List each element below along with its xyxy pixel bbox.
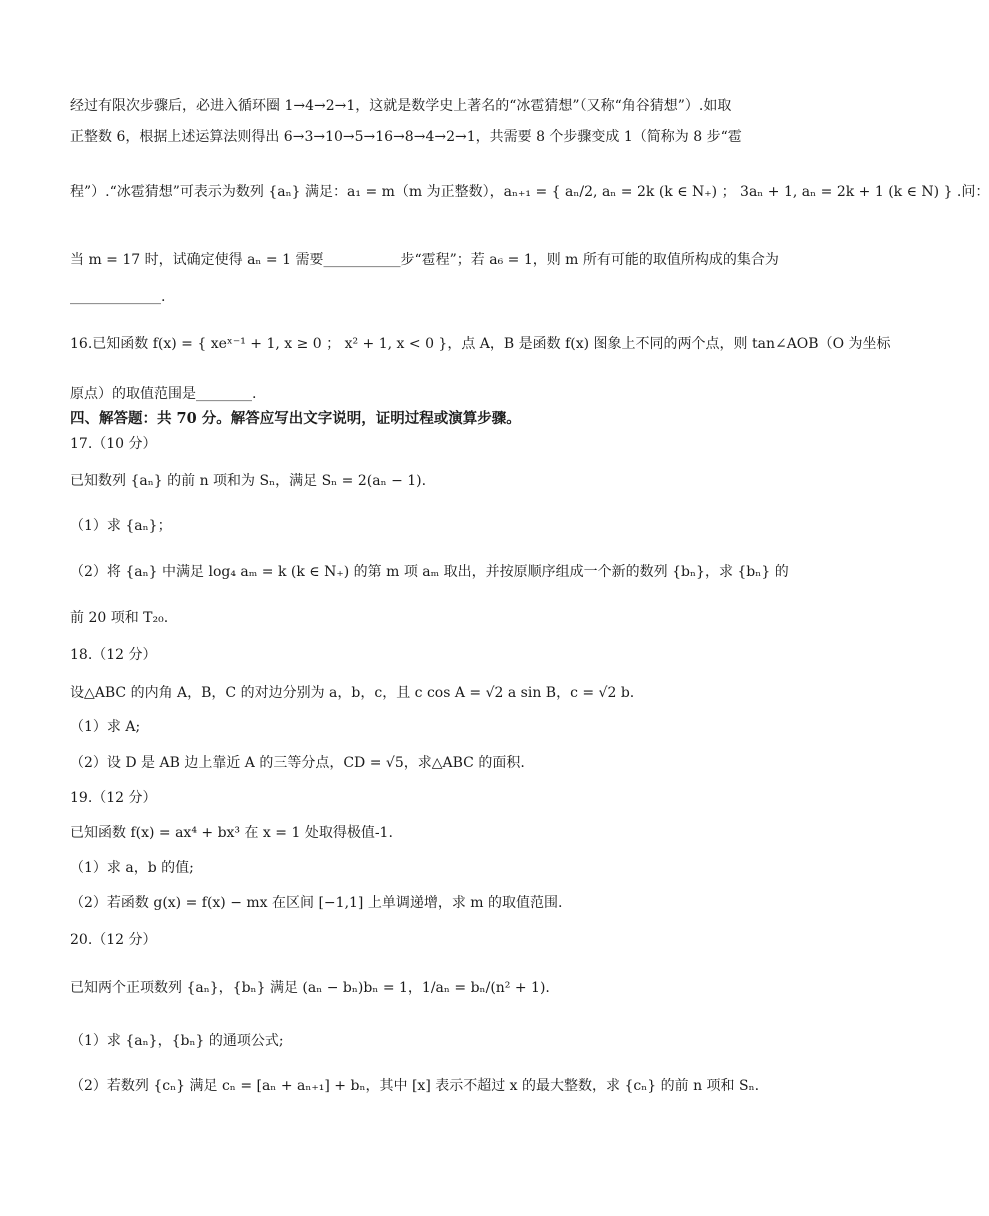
question-17-part-2-cont: 前 20 项和 T₂₀.	[70, 610, 169, 626]
text-line-7: 原点）的取值范围是________.	[70, 386, 257, 402]
question-19-part-2: （2）若函数 g(x) = f(x) − mx 在区间 [−1,1] 上单调递增，求 m 的取值范围.	[70, 895, 563, 911]
question-18-header: 18.（12 分）	[70, 647, 157, 663]
text-line-5: _____________.	[70, 289, 166, 305]
question-18-part-2: （2）设 D 是 AB 边上靠近 A 的三等分点，CD = √5，求△ABC 的面积.	[70, 755, 525, 771]
question-16: 16.已知函数 f(x) = { xeˣ⁻¹ + 1, x ≥ 0 ； x² + 1, x < 0 }，点 A，B 是函数 f(x) 图象上不同的两个点，则 tan∠AOB（O 为坐标	[70, 336, 891, 352]
question-19-header: 19.（12 分）	[70, 790, 157, 806]
text-line-3: 程”）.“冰雹猜想”可表示为数列 {aₙ} 满足：a₁ = m（m 为正整数），aₙ₊₁ = { aₙ/2, aₙ = 2k (k ∈ N₊) ； 3aₙ + 1, aₙ = 2k + 1 (k ∈ N) } .问：	[70, 184, 989, 200]
question-17-part-2: （2）将 {aₙ} 中满足 log₄ aₘ = k (k ∈ N₊) 的第 m 项 aₘ 取出，并按原顺序组成一个新的数列 {bₙ}，求 {bₙ} 的	[70, 564, 789, 580]
question-20-stem: 已知两个正项数列 {aₙ}，{bₙ} 满足 (aₙ − bₙ)bₙ = 1，1/aₙ = bₙ/(n² + 1).	[70, 980, 550, 996]
question-20-header: 20.（12 分）	[70, 932, 157, 948]
question-20-part-2: （2）若数列 {cₙ} 满足 cₙ = [aₙ + aₙ₊₁] + bₙ，其中 [x] 表示不超过 x 的最大整数，求 {cₙ} 的前 n 项和 Sₙ.	[70, 1078, 760, 1094]
question-18-part-1: （1）求 A;	[70, 719, 141, 735]
question-18-stem: 设△ABC 的内角 A，B，C 的对边分别为 a，b，c，且 c cos A = √2 a sin B，c = √2 b.	[70, 685, 635, 701]
text-line-1: 经过有限次步骤后，必进入循环圈 1→4→2→1，这就是数学史上著名的“冰雹猜想”（又称“角谷猜想”）.如取	[70, 98, 732, 114]
text-line-2: 正整数 6，根据上述运算法则得出 6→3→10→5→16→8→4→2→1，共需要 8 个步骤变成 1（简称为 8 步“雹	[70, 129, 742, 145]
text-line-4: 当 m = 17 时，试确定使得 aₙ = 1 需要___________步“雹程”；若 a₆ = 1，则 m 所有可能的取值所构成的集合为	[70, 252, 779, 268]
section-heading: 四、解答题：共 70 分。解答应写出文字说明，证明过程或演算步骤。	[70, 410, 521, 427]
question-17-stem: 已知数列 {aₙ} 的前 n 项和为 Sₙ，满足 Sₙ = 2(aₙ − 1).	[70, 473, 427, 489]
question-17-header: 17.（10 分）	[70, 436, 157, 452]
question-20-part-1: （1）求 {aₙ}，{bₙ} 的通项公式;	[70, 1033, 284, 1049]
question-19-stem: 已知函数 f(x) = ax⁴ + bx³ 在 x = 1 处取得极值-1.	[70, 825, 393, 841]
question-17-part-1: （1）求 {aₙ}；	[70, 518, 172, 534]
question-19-part-1: （1）求 a，b 的值;	[70, 860, 194, 876]
